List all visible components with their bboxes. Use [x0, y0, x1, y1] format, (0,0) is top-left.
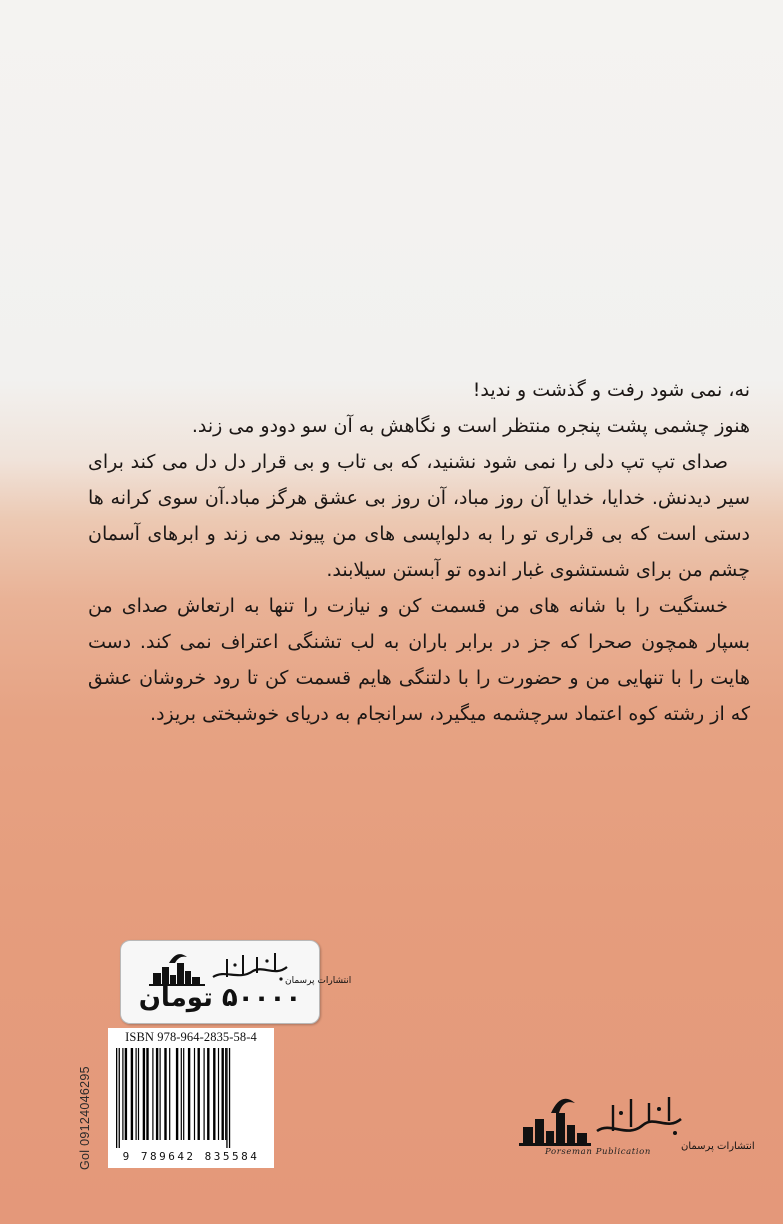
barcode-bar [204, 1048, 205, 1140]
barcode-bar [176, 1048, 178, 1140]
barcode-bar [122, 1048, 123, 1140]
barcode-bars [114, 1048, 268, 1148]
barcode-bar [183, 1048, 184, 1140]
barcode-bar [194, 1048, 195, 1140]
barcode-bar [138, 1048, 139, 1140]
barcode-bar [136, 1048, 137, 1140]
publisher-logo-icon [515, 1085, 755, 1175]
blurb-line-2: هنوز چشمی پشت پنجره منتظر است و نگاهش به آن سو دودو می زند. [191, 415, 750, 437]
barcode-bar [164, 1048, 166, 1140]
barcode-guard-bar [116, 1048, 117, 1148]
barcode-bar [146, 1048, 148, 1140]
barcode-bar [188, 1048, 190, 1140]
barcode-bar [218, 1048, 219, 1140]
price-label: ۵۰۰۰۰ تومان [138, 983, 302, 1013]
barcode-bar [152, 1048, 153, 1140]
svg-text:انتشارات پرسمان: انتشارات پرسمان [681, 1141, 755, 1152]
side-code: Gol 09124046295 [78, 1066, 92, 1170]
barcode-bar [213, 1048, 215, 1140]
barcode-bar [207, 1048, 209, 1140]
barcode-bar [156, 1048, 158, 1140]
barcode-bar [143, 1048, 145, 1140]
barcode-bar [125, 1048, 127, 1140]
barcode-bar [225, 1048, 226, 1140]
barcode-bar [222, 1048, 224, 1140]
svg-text:انتشارات پرسمان: انتشارات پرسمان [285, 976, 352, 986]
isbn-barcode [108, 1028, 274, 1168]
barcode-digits: 9 789642 835584 [122, 1150, 260, 1163]
blurb-line-1: نه، نمی شود رفت و گذشت و ندید! [472, 379, 750, 401]
barcode-bar [131, 1048, 133, 1140]
isbn-text: ISBN 978-964-2835-58-4 [125, 1030, 257, 1044]
blurb-paragraph-3: خستگیت را با شانه های من قسمت کن و نیازت را تنها به ارتعاش صدای من بسپار همچون صحرا که جز در برابر باران به لب تشنگی اعتراف نمی کند. دست هایت را با تنهایی من و حضورت را با دلتنگی هایم قسمت کن تا رود خروشان عشق که از رشته کوه اعتماد سرچشمه میگیرد، سرانجام به دریای خوشبختی بریزد. [88, 595, 750, 725]
price-sticker [120, 940, 352, 1024]
back-cover-blurb [88, 372, 750, 732]
barcode-bar [181, 1048, 182, 1140]
barcode-guard-bar [119, 1048, 120, 1148]
barcode-bar [160, 1048, 161, 1140]
barcode-guard-bar [226, 1048, 227, 1148]
barcode-guard-bar [229, 1048, 230, 1148]
publisher-english-name: Porseman Publication [545, 1147, 651, 1157]
blurb-paragraph-2: صدای تپ تپ دلی را نمی شود نشنید، که بی تاب و بی قرار دل دل می کند برای سیر دیدنش. خدایا، خدایا آن روز مباد، آن روز بی عشق هرگز مباد.آن سوی کرانه ها دستی است که بی قراری تو را به دلواپسی های من پیوند می زند و ابرهای آسمان چشم من برای شستشوی غبار اندوه تو آبستن سیلابند. [88, 451, 750, 581]
barcode-bar [198, 1048, 200, 1140]
publisher-logo-icon [135, 947, 352, 987]
barcode-bar [169, 1048, 170, 1140]
